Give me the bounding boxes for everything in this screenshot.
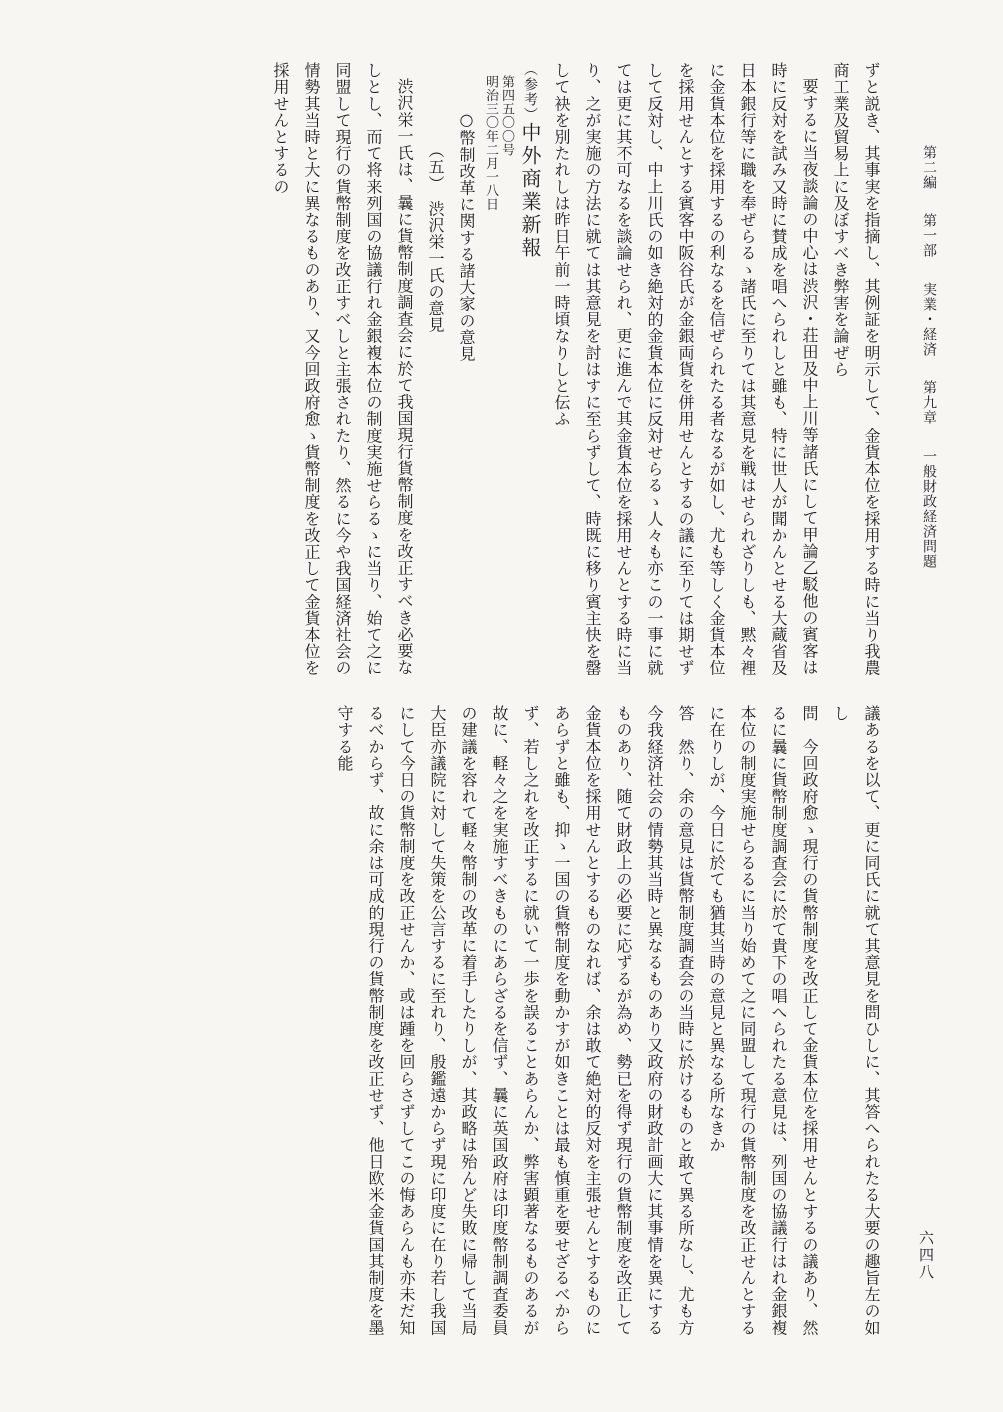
header-section: 第一部 bbox=[921, 213, 937, 259]
paragraph: 渋沢栄一氏は、曩に貨幣制度調査会に於て我国現行貨幣制度を改正すべき必要なしとし、而て将来列国の協議行れ金銀複本位の制度実施せらるゝに当り、始て之に同盟して現行の貨幣制度を改正すべしと主張されたり、然るに今や我国経済社会の情勢其当時と大に異なるものあり、又今回政府愈ゝ貨幣制度を改正して金貨本位を採用せんとするの bbox=[271, 62, 414, 677]
bottom-text-block bbox=[75, 705, 887, 1345]
page-number: 六四八 bbox=[917, 1230, 935, 1281]
reference-tag: （参考） bbox=[522, 62, 538, 122]
header-area: 実業・経済 bbox=[921, 281, 937, 357]
answer-paragraph: 答 然り、余の意見は貨幣制度調査会の当時に於けるものと敢て異る所なし、尤も方今我経済社会の情勢其当時と異なるものあり又政府の財政計画大に其事情を異にするものあり、随て財政上の必要に応ずるが為め、勢已を得ず現行の貨幣制度を改正して金貨本位を採用せんとするものなれば、余は敢て絶対的反対を主張せんとするものにあらずと雖も、抑ゝ一国の貨幣制度を動かすが如きことは最も慎重を要せざるべからず、若し之れを改正するに就いて一歩を誤ることあらんか、弊害顕著なるものあるが故に、軽々之を実施すべきものにあらざるを信ず、曩に英国政府は印度幣制調査委員の建議を容れて軽々幣制の改革に着手したりしが、其政略は殆んど失敗に帰して当局大臣亦議院に対して失策を公言するに至れり、殷鑑遠からず現に印度に在り若し我国にして今日の貨幣制度を改正せんか、或は踵を回らさずしてこの悔あらんも亦未だ知るべからず、故に余は可成的現行の貨幣制度を改正せず、他日欧米金貨国其制度を墨守する能 bbox=[335, 705, 695, 1336]
header-part: 第二編 bbox=[921, 145, 937, 190]
newspaper-title: 中外商業新報 bbox=[518, 122, 542, 260]
issue-date: 明治三〇年二月一八日 bbox=[483, 75, 498, 211]
top-text-block bbox=[271, 62, 887, 680]
article-subheading: （五） 渋沢栄一氏の意見 bbox=[426, 142, 445, 334]
paragraph: 議あるを以て、更に同氏に就て其意見を問ひしに、其答へられたる大要の趣旨左の如し bbox=[831, 705, 881, 1336]
article-heading: ○幣制改革に関する諸大家の意見 bbox=[457, 110, 476, 362]
issue-number: 第四五〇〇号 bbox=[499, 75, 514, 157]
running-header bbox=[921, 145, 937, 705]
header-chapter: 第九章 bbox=[921, 380, 937, 426]
paragraph: ずと説き、其事実を指摘し、其例証を明示して、金貨本位を採用する時に当り我農商工業及貿易上に及ぼすべき弊害を論ぜら bbox=[831, 62, 881, 677]
reference-source bbox=[514, 62, 546, 680]
issue-info bbox=[482, 62, 514, 680]
question-paragraph: 問 今回政府愈ゝ現行の貨幣制度を改正して金貨本位を採用せんとするの議あり、然るに曩に貨幣制度調査会に於て貴下の唱へられたる意見は、列国の協議行はれ金銀複本位の制度実施せらるるに当り始めて之に同盟して現行の貨幣制度を改正せんとするに在りしが、今日に於ても猶其当時の意見と異なる所なきか bbox=[707, 705, 819, 1336]
header-topic: 一般財政経済問題 bbox=[921, 448, 937, 569]
paragraph: 要するに当夜談論の中心は渋沢・荘田及中上川等諸氏にして甲論乙駁他の賓客は時に反対を試み又時に賛成を唱へられしと雖も、特に世人が聞かんとせる大蔵省及日本銀行等に職を奉ぜらるゝ諸氏に至りては其意見を戦はせられざりしも、黙々裡に金貨本位を採用するの利なるを信ぜられたる者なるが如し、尤も等しく金貨本位を採用せんとする賓客中阪谷氏が金銀両貨を併用せんとするの議に至りては期せずして反対し、中上川氏の如き絶対的金貨本位に反対せらるゝ人々も亦この一事に就ては更に其不可なるを談論せられ、更に進んで其金貨本位を採用せんとする時に当り、之が実施の方法に就ては其意見を討はすに至らずして、時既に移り賓主快を罄して袂を別たれしは昨日午前一時頃なりしと伝ふ bbox=[552, 62, 819, 677]
